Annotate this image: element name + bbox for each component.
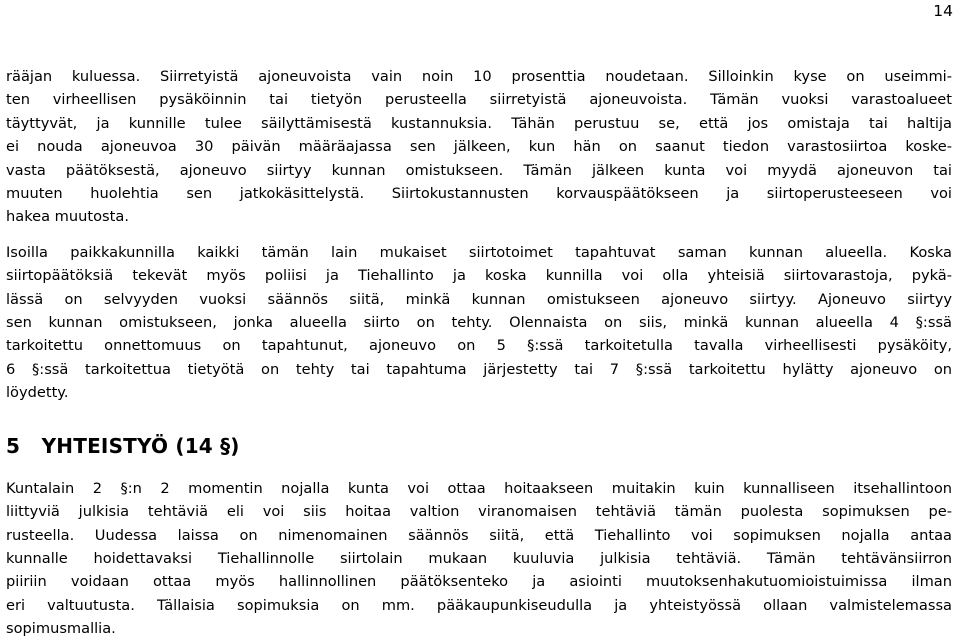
text-line: piiriin voidaan ottaa myös hallinnollinen päätöksenteko ja asiointi muutoksenhakutuomioistuimissa ilman [6,573,952,591]
text-line: eri valtuutusta. Tällaisia sopimuksia on mm. pääkaupunkiseudulla ja yhteistyössä ollaan valmistelemassa [6,596,952,614]
paragraph-spacer [6,229,952,241]
text-line: sen kunnan omistukseen, jonka alueella siirto on tehty. Olennaista on siis, minkä kunnan alueella 4 §:ssä [6,314,952,332]
text-line: 6 §:ssä tarkoitettua tietyötä on tehty tai tapahtuma järjestetty tai 7 §:ssä tarkoitettu hylätty ajoneuvo on [6,360,952,378]
text-line: vasta päätöksestä, ajoneuvo siirtyy kunnan omistukseen. Tämän jälkeen kunta voi myydä ajoneuvon tai [6,161,952,179]
text-line: sopimusmallia. [6,620,116,638]
text-line: rääjan kuluessa. Siirretyistä ajoneuvoista vain noin 10 prosenttia noudetaan. Silloinkin kyse on useimmi- [6,68,952,85]
text-line: täyttyvät, ja kunnille tulee säilyttämisestä kustannuksia. Tähän perustuu se, että jos omistaja tai haltija [6,114,952,132]
paragraph-cooperation [6,477,952,641]
text-line: Kuntalain 2 §:n 2 momentin nojalla kunta voi ottaa hoitaakseen muitakin kuin kunnalliseen itsehallintoon [6,479,952,497]
page-number: 14 [933,2,953,20]
text-line: kunnalle hoidettavaksi Tiehallinnolle siirtolain mukaan kuuluvia julkisia tehtäviä. Tämän tehtävänsiirron [6,549,952,567]
text-line: ei nouda ajoneuvoa 30 päivän määräajassa sen jälkeen, kun hän on saanut tiedon varastosiirtoa koske- [6,138,952,156]
text-line: Isoilla paikkakunnilla kaikki tämän lain mukaiset siirtotoimet tapahtuvat saman kunnan alueella. Koska [6,243,952,261]
paragraph-vehicle-storage [6,65,952,229]
text-line: siirtopäätöksiä tekevät myös poliisi ja Tiehallinto ja koska kunnilla voi olla yhteisiä siirtovarastoja, pykä- [6,267,952,285]
text-line: liittyviä julkisia tehtäviä eli voi siis hoitaa valtion viranomaisen tehtäviä tämän puolesta sopimuksen pe- [6,503,952,521]
text-line: hakea muutosta. [6,208,129,226]
document-body [6,65,952,641]
section-heading: 5 YHTEISTYÖ (14 §) [6,433,240,458]
text-line: tarkoitettu onnettomuus on tapahtunut, ajoneuvo on 5 §:ssä tarkoitetulla tavalla virheellisesti pysäköity, [6,337,952,355]
paragraph-municipal-ownership [6,241,952,405]
text-line: rusteella. Uudessa laissa on nimenomainen säännös siitä, että Tiehallinto voi sopimuksen nojalla antaa [6,526,952,544]
text-line: lässä on selvyyden vuoksi säännös siitä, minkä kunnan omistukseen ajoneuvo siirtyy. Ajoneuvo siirtyy [6,290,952,308]
text-line: muuten huolehtia sen jatkokäsittelystä. Siirtokustannusten korvauspäätökseen ja siirtoperusteeseen voi [6,185,952,203]
text-line: löydetty. [6,384,69,402]
text-line: ten virheellisen pysäköinnin tai tietyön perusteella siirretyistä ajoneuvoista. Tämän vuoksi varastoalueet [6,91,952,109]
